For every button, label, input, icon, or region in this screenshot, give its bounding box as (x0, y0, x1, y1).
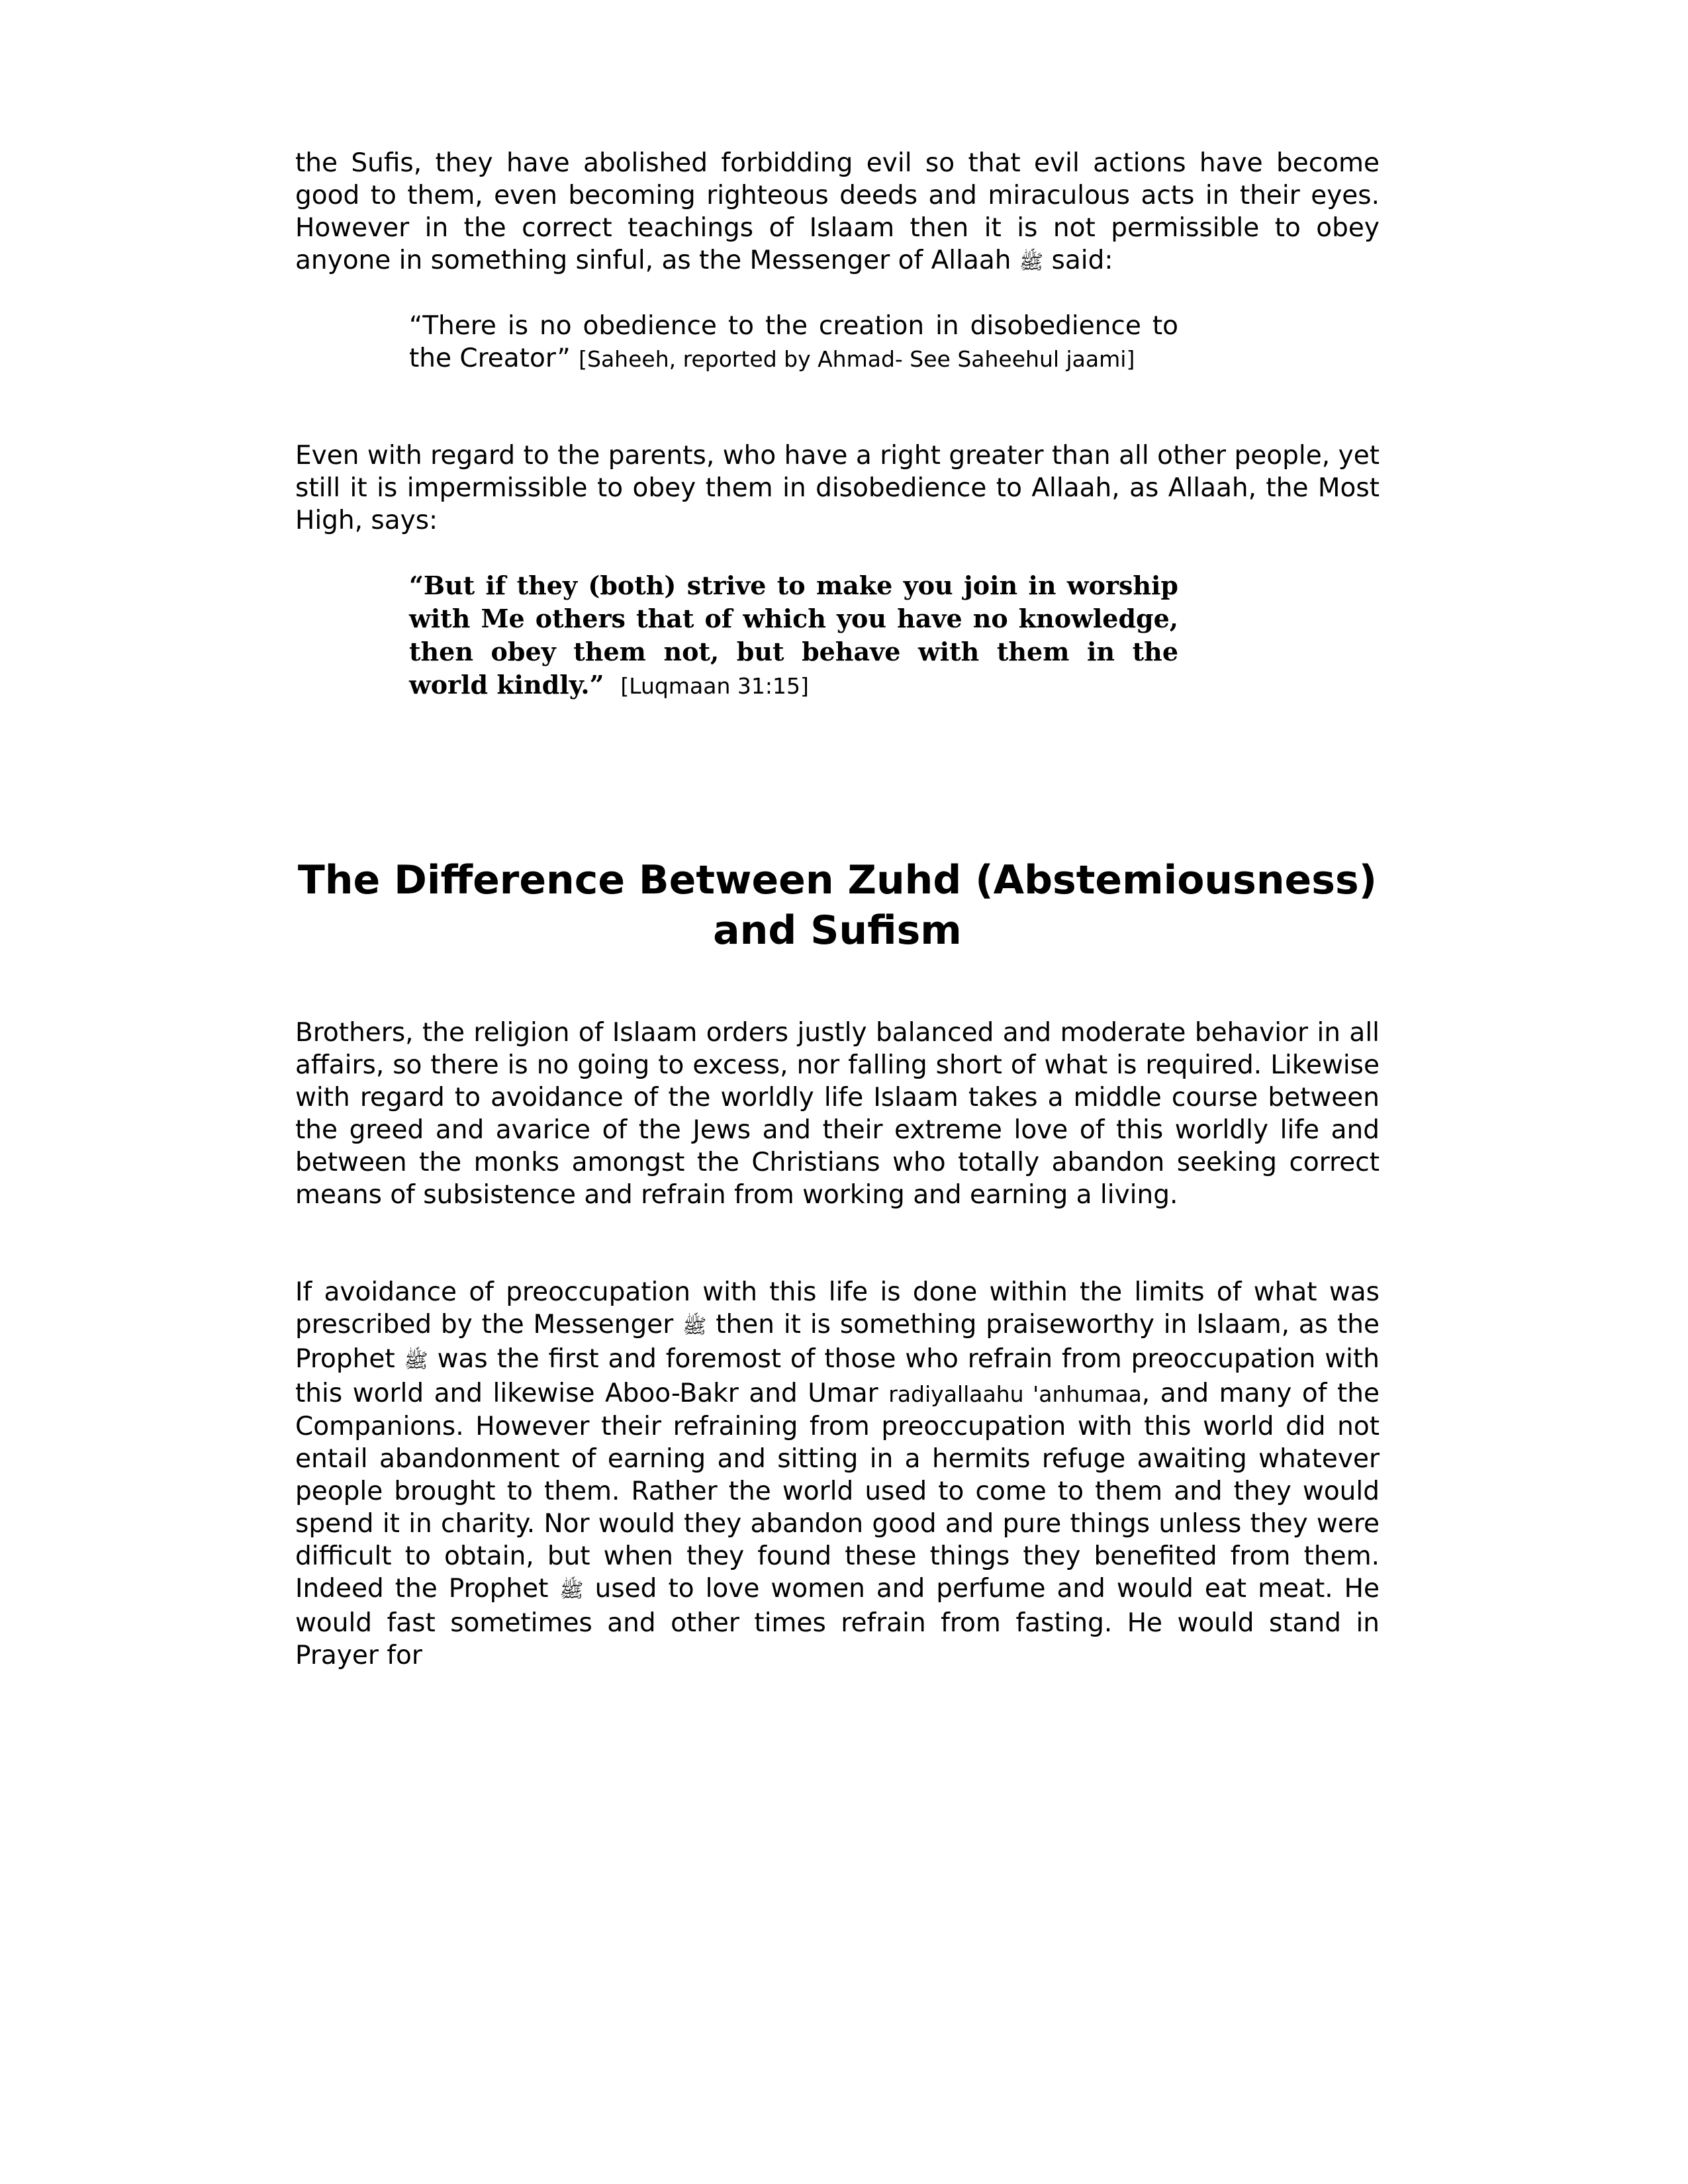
honorific-text: radiyallaahu 'anhumaa (888, 1381, 1142, 1407)
heading-line-2: and Sufism (713, 907, 962, 954)
quran-quote (409, 569, 1178, 702)
hadith-quote (409, 310, 1178, 375)
section-heading (295, 855, 1380, 956)
hadith-reference: [Saheeh, reported by Ahmad- See Saheehul jaami] (579, 346, 1135, 372)
verse-text: “But if they (both) strive to make you join in worship with Me others that of which you have no knowledge, then obey them not, but behave with them in the world kindly.” (409, 570, 1178, 700)
hadith-text: “There is no obedience to the creation in disobedience to the Creator” (409, 311, 1178, 373)
paragraph-4-text-e: used to love women and perfume and would eat meat. He would fast sometimes and other times refrain from fasting. He would stand in Prayer for (295, 1574, 1380, 1670)
paragraph-3-text: Brothers, the religion of Islaam orders justly balanced and moderate behavior in all affairs, so there is no going to excess, nor falling short of what is required. Likewise with regard to avoidance of the worldly life Islaam takes a middle course between the greed and avarice of the Jews and their extreme love of this worldly life and between the monks amongst the Christians who totally abandon seeking correct means of subsistence and refrain from working and earning a living. (295, 1018, 1380, 1210)
paragraph-balanced-religion (295, 1017, 1380, 1211)
paragraph-4-text-c: was the first and foremost of those who refrain from preoccupation with this world and likewise Aboo-Bakr and Umar (295, 1344, 1380, 1408)
salutation-glyph: ﷺ (682, 1315, 707, 1338)
paragraph-1-text-b: said: (1043, 246, 1113, 275)
paragraph-2-text: Even with regard to the parents, who have a right greater than all other people, yet still it is impermissible to obey them in disobedience to Allaah, as Allaah, the Most High, says: (295, 441, 1380, 535)
paragraph-4-text-b: then it is something praiseworthy in Islaam, as the Prophet (295, 1310, 1380, 1374)
paragraph-4-text-a: If avoidance of preoccupation with this life is done within the limits of what was prescribed by the Messenger (295, 1277, 1380, 1340)
paragraph-parents (295, 439, 1380, 537)
paragraph-1-text-a: the Sufis, they have abolished forbidding evil so that evil actions have become good to them, even becoming righteous deeds and miraculous acts in their eyes. However in the correct teachings of Islaam then it is not permissible to obey anyone in something sinful, as the Messenger of Allaah (295, 148, 1380, 275)
heading-line-1: The Difference Between Zuhd (Abstemiousness) (297, 857, 1378, 903)
salutation-glyph: ﷺ (1019, 251, 1044, 274)
verse-reference: [Luqmaan 31:15] (620, 673, 809, 699)
salutation-glyph: ﷺ (404, 1349, 428, 1373)
paragraph-sufis-forbidding-evil (295, 147, 1380, 279)
salutation-glyph: ﷺ (559, 1579, 584, 1602)
paragraph-avoidance-of-world (295, 1276, 1380, 1672)
paragraph-4-text-d: , and many of the Companions. However their refraining from preoccupation with this world did not entail abandonment of earning and sitting in a hermits refuge awaiting whatever people brought to them. Rather the world used to come to them and they would spend it in charity. Nor would they abandon good and pure things unless they were difficult to obtain, but when they found these things they benefited from them. Indeed the Prophet (295, 1379, 1380, 1604)
